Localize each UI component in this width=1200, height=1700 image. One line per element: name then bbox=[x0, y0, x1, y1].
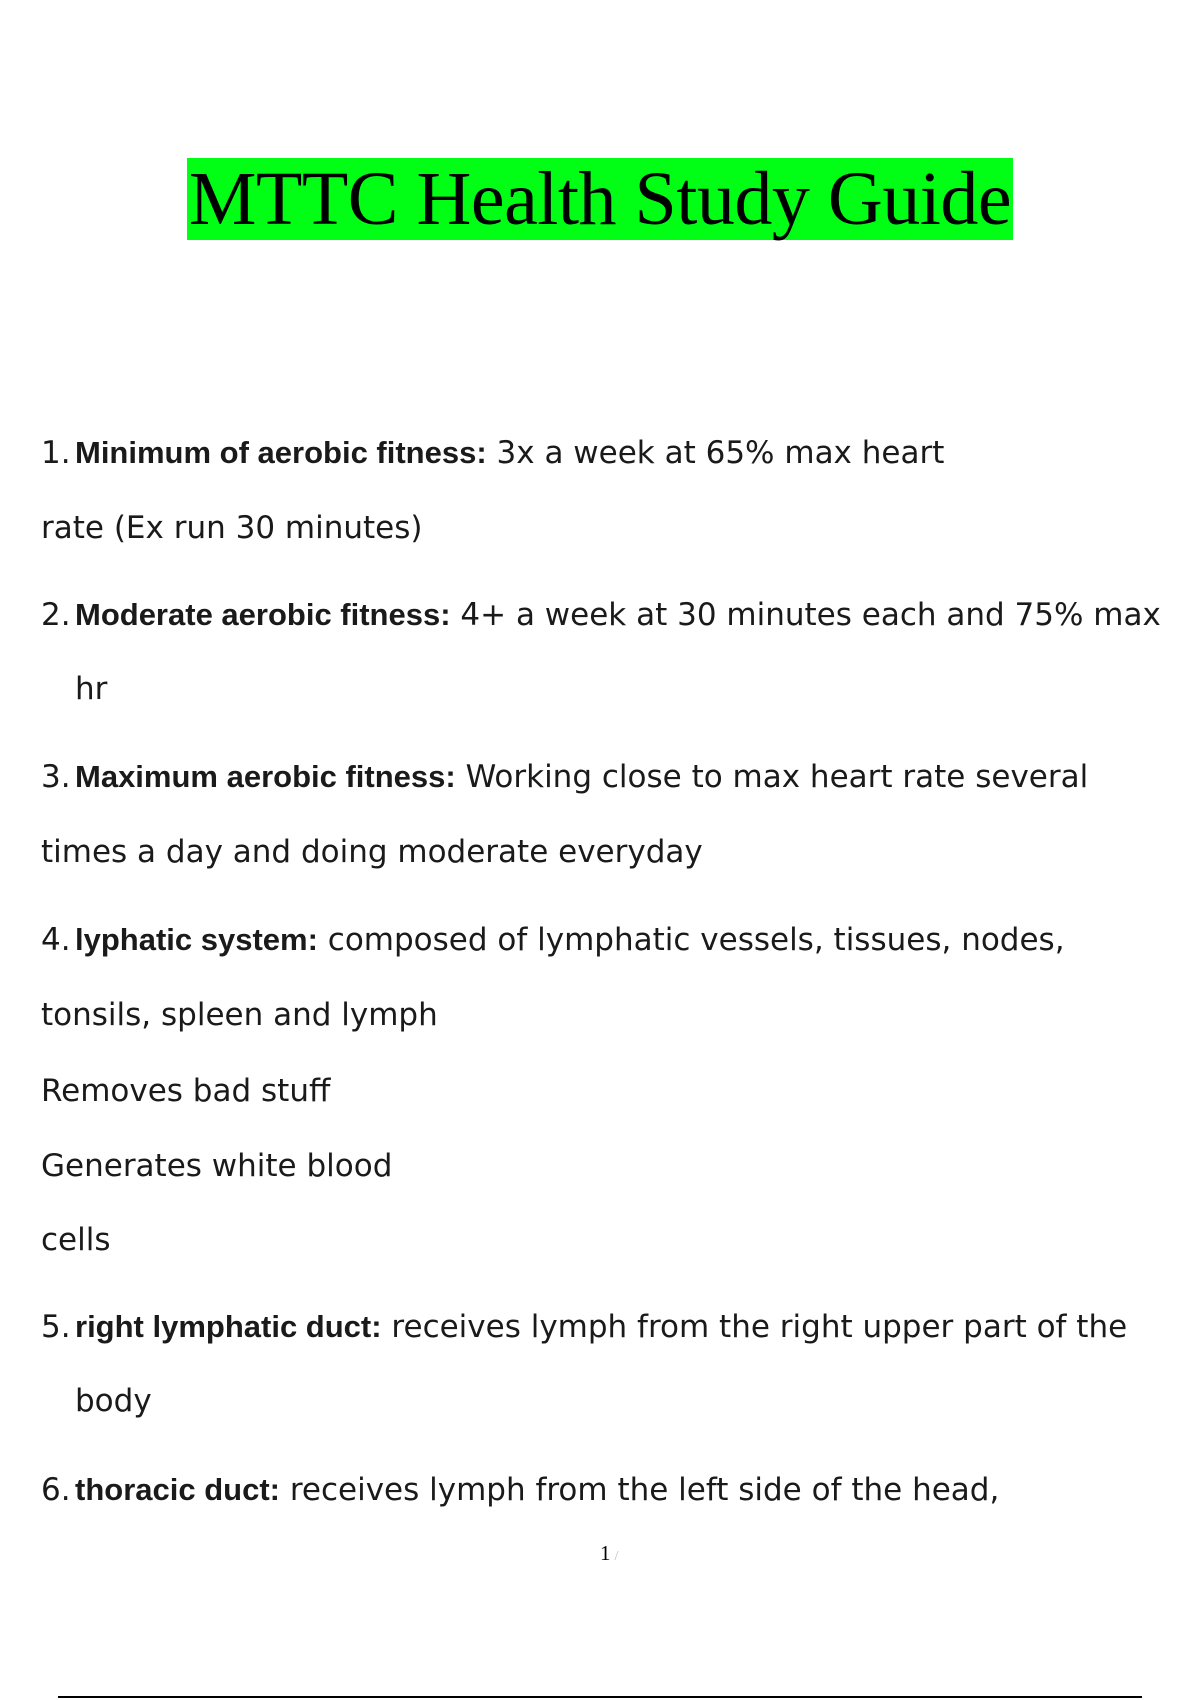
title-block bbox=[0, 158, 1200, 240]
list-item-2 bbox=[41, 595, 1161, 635]
item-definition: receives lymph from the right upper part of the bbox=[381, 1309, 1128, 1345]
item-definition: 3x a week at 65% max heart bbox=[486, 435, 945, 471]
item-term: thoracic duct: bbox=[75, 1472, 280, 1507]
item-term: lyphatic system: bbox=[75, 922, 318, 957]
item-continuation: hr bbox=[75, 671, 108, 707]
item-continuation: times a day and doing moderate everyday bbox=[41, 834, 703, 870]
item-number: 5. bbox=[41, 1309, 71, 1345]
item-definition: receives lymph from the left side of the head, bbox=[279, 1472, 1000, 1508]
item-number: 6. bbox=[41, 1472, 71, 1508]
item-note: cells bbox=[41, 1222, 111, 1258]
item-number: 1. bbox=[41, 435, 71, 471]
list-item-5 bbox=[41, 1307, 1127, 1347]
page-number bbox=[600, 1541, 618, 1566]
item-number: 2. bbox=[41, 597, 71, 633]
page-title: MTTC Health Study Guide bbox=[188, 157, 1012, 241]
item-term: Minimum of aerobic fitness: bbox=[75, 435, 487, 470]
item-number: 3. bbox=[41, 759, 71, 795]
list-item-1 bbox=[41, 433, 944, 473]
item-definition: 4+ a week at 30 minutes each and 75% max bbox=[450, 597, 1161, 633]
list-item-3 bbox=[41, 757, 1088, 797]
item-continuation: body bbox=[75, 1383, 152, 1419]
page-number-value: 1 bbox=[600, 1541, 611, 1565]
item-term: right lymphatic duct: bbox=[75, 1309, 382, 1344]
item-term: Moderate aerobic fitness: bbox=[75, 597, 451, 632]
item-number: 4. bbox=[41, 922, 71, 958]
item-note: Removes bad stuff bbox=[41, 1073, 331, 1109]
item-note: Generates white blood bbox=[41, 1148, 393, 1184]
item-definition: Working close to max heart rate several bbox=[455, 759, 1089, 795]
item-continuation: tonsils, spleen and lymph bbox=[41, 997, 438, 1033]
item-continuation: rate (Ex run 30 minutes) bbox=[41, 510, 423, 546]
list-item-4 bbox=[41, 920, 1065, 960]
list-item-6 bbox=[41, 1470, 999, 1510]
page-number-suffix: / bbox=[614, 1549, 619, 1564]
footer-divider bbox=[58, 1696, 1142, 1698]
item-term: Maximum aerobic fitness: bbox=[75, 759, 456, 794]
item-definition: composed of lymphatic vessels, tissues, nodes, bbox=[317, 922, 1065, 958]
